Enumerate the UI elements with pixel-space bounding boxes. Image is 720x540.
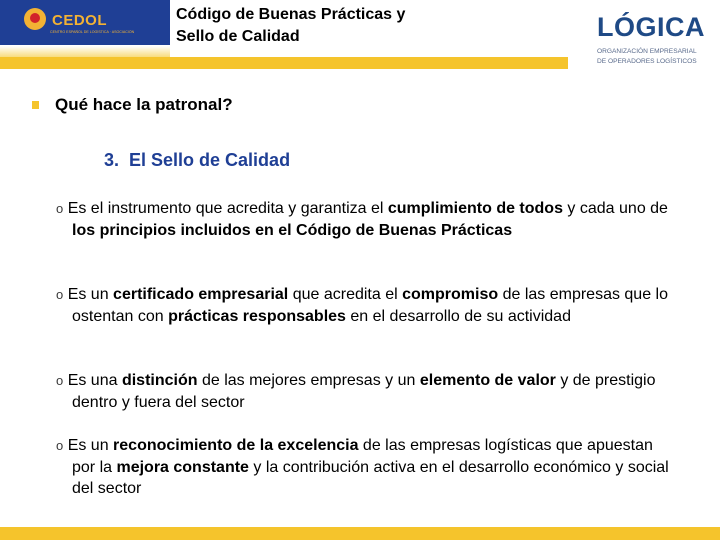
logica-tagline-2: DE OPERADORES LOGÍSTICOS — [597, 58, 697, 65]
title-line-2: Sello de Calidad — [176, 28, 300, 45]
header-gradient — [0, 46, 170, 57]
list-item — [56, 198, 676, 241]
item-text: Es una — [67, 372, 122, 389]
item-text: de las empresas que lo ostentan con — [72, 286, 668, 325]
item-emphasis: compromiso — [402, 286, 499, 303]
title-line-1: Código de Buenas Prácticas y — [176, 6, 406, 23]
circle-bullet-icon: o — [56, 438, 64, 453]
footer-bar — [0, 527, 720, 540]
list-item — [56, 370, 676, 413]
item-text: Es un — [67, 437, 114, 454]
list-item — [56, 435, 676, 500]
slide-title — [176, 4, 516, 48]
item-emphasis: elemento de valor — [419, 372, 556, 389]
item-text: que acredita el — [288, 286, 403, 303]
logica-tagline-1: ORGANIZACIÓN EMPRESARIAL — [597, 48, 697, 55]
item-text: y de prestigio dentro y fuera del sector — [72, 372, 656, 411]
item-emphasis: los principios incluidos en el Código de Buenas Prácticas — [72, 221, 513, 239]
circle-bullet-icon: o — [56, 287, 64, 302]
header-bar — [0, 57, 568, 69]
item-emphasis: reconocimiento de la excelencia — [113, 437, 359, 454]
item-emphasis: mejora constante — [116, 458, 249, 476]
item-emphasis: cumplimiento de todos — [387, 200, 563, 217]
circle-bullet-icon: o — [56, 373, 64, 388]
square-bullet-icon — [32, 101, 39, 109]
item-text: Es el instrumento que acredita y garantiza el — [67, 200, 388, 217]
item-emphasis: certificado empresarial — [113, 286, 289, 303]
item-text: y cada uno de — [562, 200, 668, 217]
item-text: de las empresas logísticas que apuestan por la — [72, 437, 653, 476]
item-emphasis: distinción — [121, 372, 198, 389]
list-item — [56, 284, 676, 327]
item-text: y la contribución activa en el desarrollo económico y social del sector — [72, 458, 669, 497]
item-emphasis: prácticas responsables — [168, 307, 346, 325]
item-text: de las mejores empresas y un — [197, 372, 420, 389]
heading-text: Qué hace la patronal? — [55, 95, 233, 114]
section-title-text: El Sello de Calidad — [129, 150, 291, 170]
item-text: en el desarrollo de su actividad — [345, 307, 571, 325]
circle-bullet-icon: o — [56, 201, 64, 216]
heading — [32, 95, 233, 115]
cedol-tagline: CENTRO ESPAÑOL DE LOGÍSTICA · ASOCIACIÓN — [50, 30, 135, 34]
section-title — [104, 150, 290, 171]
cedol-name: CEDOL — [52, 12, 107, 29]
item-text: Es un — [67, 286, 114, 303]
section-number: 3. — [104, 150, 120, 170]
cedol-emblem-icon — [24, 8, 46, 30]
logica-logo: LÓGICA — [597, 12, 705, 42]
cedol-logo — [0, 0, 170, 45]
